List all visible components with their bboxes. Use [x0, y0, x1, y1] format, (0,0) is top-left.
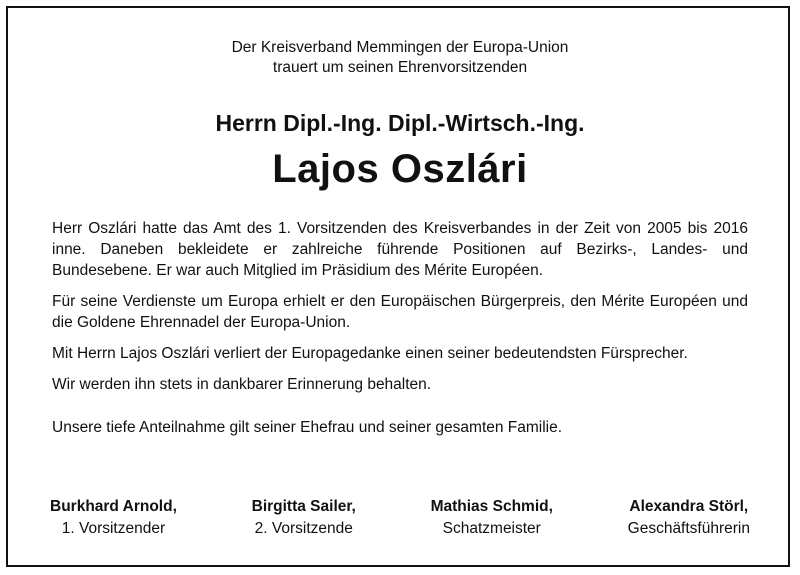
signatory-role: 1. Vorsitzender [61, 520, 166, 537]
signatories [50, 496, 750, 540]
paragraph-awards: Für seine Verdienste um Europa erhielt er den Europäischen Bürgerpreis, den Mérite Européen und die Goldene Ehrennadel der Europa-Union. [52, 293, 748, 331]
signatory-role: 2. Vorsitzende [254, 520, 353, 537]
signatory [628, 496, 750, 540]
honorific-title: Herrn Dipl.-Ing. Dipl.-Wirtsch.-Ing. [215, 110, 585, 136]
signatory-name: Alexandra Störl, [629, 498, 749, 515]
paragraph-career: Herr Oszlári hatte das Amt des 1. Vorsitzenden des Kreisverbandes in der Zeit von 2005 bis 2016 inne. Daneben bekleidete er zahlreiche führende Positionen auf Bezirks-, Landes- und Bundesebene. Er war auch Mitglied im Präsidium des Mérite Européen. [52, 220, 748, 279]
intro-line-1: Der Kreisverband Memmingen der Europa-Union [231, 39, 569, 56]
notice-body [52, 218, 748, 448]
paragraph-remembrance: Wir werden ihn stets in dankbarer Erinnerung behalten. [52, 376, 432, 393]
signatory-role: Geschäftsführerin [627, 520, 750, 537]
signatory [50, 496, 177, 540]
intro-line-2: trauert um seinen Ehrenvorsitzenden [272, 59, 528, 76]
signatory-role: Schatzmeister [442, 520, 541, 537]
intro-text [0, 38, 800, 78]
signatory [252, 496, 356, 540]
signatory [431, 496, 553, 540]
signatory-name: Birgitta Sailer, [251, 498, 356, 515]
paragraph-loss: Mit Herrn Lajos Oszlári verliert der Europagedanke einen seiner bedeutendsten Fürsprecher. [52, 345, 688, 362]
paragraph-condolence: Unsere tiefe Anteilnahme gilt seiner Ehefrau und seiner gesamten Familie. [52, 419, 563, 436]
signatory-name: Burkhard Arnold, [50, 498, 177, 515]
signatory-name: Mathias Schmid, [430, 498, 553, 515]
deceased-name: Lajos Oszlári [272, 147, 528, 191]
